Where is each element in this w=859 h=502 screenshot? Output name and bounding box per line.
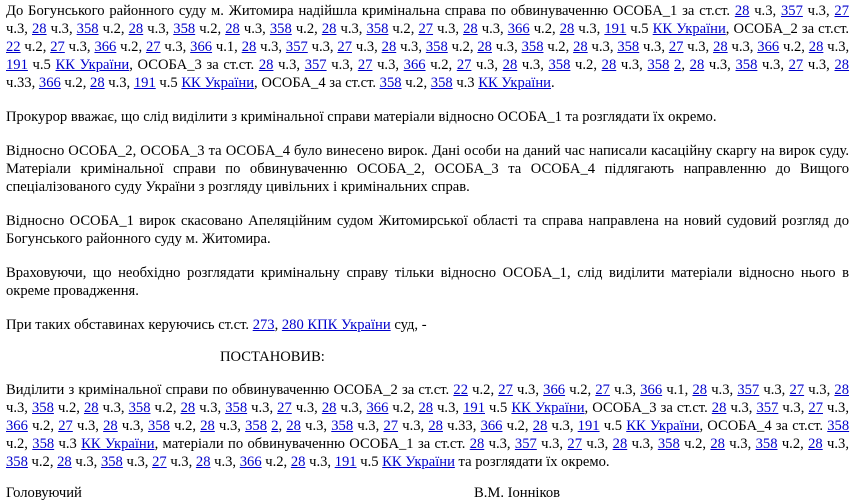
law-reference-link[interactable]: 27 (357, 57, 373, 73)
law-reference-link[interactable]: 191 (334, 454, 357, 470)
law-reference-link[interactable]: 28 (241, 39, 257, 55)
law-reference-link[interactable]: 191 (604, 21, 627, 37)
paragraph-considering: Враховуючи, що необхідно розглядати кримінальну справу тільки відносно ОСОБА_1, слід виділити матеріали відносно нього в окреме провадження. (6, 265, 849, 299)
law-reference-link[interactable]: 28 (808, 39, 824, 55)
law-reference-link[interactable]: 27 (152, 454, 167, 470)
law-reference-link[interactable]: 357 (285, 39, 308, 55)
law-reference-link[interactable]: 28 (128, 21, 144, 37)
law-reference-link[interactable]: 28 (834, 382, 849, 398)
law-reference-link[interactable]: 366 (366, 400, 389, 416)
law-reference-link[interactable]: 358 (148, 418, 170, 434)
law-reference-link[interactable]: 358 (755, 436, 778, 452)
law-reference-link[interactable]: 358 (647, 57, 670, 73)
law-reference-link[interactable]: 28 (601, 57, 617, 73)
law-reference-link[interactable]: 358 (76, 21, 99, 37)
law-reference-link[interactable]: 280 КПК України (281, 317, 391, 333)
law-reference-link[interactable]: 366 (403, 57, 426, 73)
law-reference-link[interactable]: 28 (57, 454, 72, 470)
law-reference-link[interactable]: 358 (331, 418, 354, 434)
law-reference-link[interactable]: 357 (514, 436, 537, 452)
law-reference-link[interactable]: 27 (498, 382, 513, 398)
law-reference-link[interactable]: 358 (430, 75, 453, 91)
law-reference-link[interactable]: 358 (366, 21, 389, 37)
law-reference-link[interactable]: 28 (32, 21, 47, 37)
law-reference-link[interactable]: 358 (425, 39, 448, 55)
law-reference-link[interactable]: 27 (50, 39, 65, 55)
resolution-heading: ПОСТАНОВИВ: (220, 349, 325, 365)
law-reference-link[interactable]: 2 (674, 57, 682, 73)
law-reference-link[interactable]: 28 (225, 21, 240, 37)
law-reference-link[interactable]: 28 (734, 3, 750, 19)
law-reference-link[interactable]: КК України (652, 21, 726, 37)
law-reference-link[interactable]: 358 (617, 39, 640, 55)
law-reference-link[interactable]: 22 (6, 39, 21, 55)
paragraph-verdict: Відносно ОСОБА_2, ОСОБА_3 та ОСОБА_4 було винесено вирок. Дані особи на даний час написали касаційну скаргу на вирок суду. Матеріали кримінальної справи по обвинуваченню ОСОБА_2, ОСОБА_3 та ОСОБА_4 підлягають направленню до Вищого спеціалізованого суду України з розгляду цивільних і кримінальних справ. (6, 143, 849, 195)
law-reference-link[interactable]: 358 (269, 21, 292, 37)
law-reference-link[interactable]: 28 (200, 418, 215, 434)
law-reference-link[interactable]: 27 (808, 400, 823, 416)
law-reference-link[interactable]: 366 (239, 454, 262, 470)
law-reference-link[interactable]: 28 (532, 418, 548, 434)
law-reference-link[interactable]: 28 (692, 382, 708, 398)
law-reference-link[interactable]: 27 (834, 3, 850, 19)
law-reference-link[interactable]: 358 (735, 57, 758, 73)
law-reference-link[interactable]: КК України (511, 400, 585, 416)
law-reference-link[interactable]: 28 (180, 400, 196, 416)
signature-role: Головуючий (6, 485, 82, 501)
law-reference-link[interactable]: 27 (337, 39, 353, 55)
law-reference-link[interactable]: 358 (548, 57, 571, 73)
law-reference-link[interactable]: 27 (383, 418, 399, 434)
law-reference-link[interactable]: 27 (567, 436, 583, 452)
law-reference-link[interactable]: 28 (463, 21, 478, 37)
law-reference-link[interactable]: 357 (304, 57, 327, 73)
paragraph-intro: До Богунського районного суду м. Житомира надійшла кримінальна справа по обвинуваченню ОСОБА_1 за ст.ст. 28 ч.3, 357 ч.3, 27 ч.3, 28 ч.3, 358 ч.2, 28 ч.3, 358 ч.2, 28 ч.3, 358 ч.2, 28 ч.3, 358 ч.2, 27 ч.3, 28 ч.3, 366 ч.2, 28 ч.3, 191 ч.5 КК України, ОСОБА_2 за ст.ст. 22 ч.2, 27 ч.3, 366 ч.2, 27 ч.3, 366 ч.1, 28 ч.3, 357 ч.3, 27 ч.3, 28 ч.3, 358 ч.2, 28 ч.3, 358 ч.2, 28 ч.3, 358 ч.3, 27 ч.3, 28 ч.3, 366 ч.2, 28 ч.3, 191 ч.5 КК України, ОСОБА_3 за ст.ст. 28 ч.3, 357 ч.3, 27 ч.3, 366 ч.2, 27 ч.3, 28 ч.3, 358 ч.2, 28 ч.3, 358 2, 28 ч.3, 358 ч.3, 27 ч.3, 28 ч.33, 366 ч.2, 28 ч.3, 191 ч.5 КК України, ОСОБА_4 за ст.ст. 358 ч.2, 358 ч.3 КК України. (6, 3, 850, 91)
law-reference-link[interactable]: 28 (573, 39, 588, 55)
paragraph-grounds: При таких обставинах керуючись ст.ст. 273, 280 КПК України суд, - (6, 317, 427, 333)
law-reference-link[interactable]: 358 (173, 21, 196, 37)
law-reference-link[interactable]: 191 (133, 75, 156, 91)
law-reference-link[interactable]: 366 (6, 418, 28, 434)
law-reference-link[interactable]: 27 (788, 57, 804, 73)
law-reference-link[interactable]: 28 (711, 400, 727, 416)
law-reference-link[interactable]: 366 (94, 39, 117, 55)
law-reference-link[interactable]: 27 (418, 21, 434, 37)
law-reference-link[interactable]: 358 (379, 75, 402, 91)
law-reference-link[interactable]: 191 (6, 57, 28, 73)
law-reference-link[interactable]: 28 (559, 21, 575, 37)
law-reference-link[interactable]: 28 (195, 454, 211, 470)
law-reference-link[interactable]: 366 (190, 39, 213, 55)
paragraph-appeal: Відносно ОСОБА_1 вирок скасовано Апеляційним судом Житомирської області та справа направлена на новий судовий розгляд до Богунського районного суду м. Житомира. (6, 213, 849, 247)
law-reference-link[interactable]: КК України (382, 454, 455, 470)
law-reference-link[interactable]: КК України (55, 57, 130, 73)
law-reference-link[interactable]: 358 (827, 418, 850, 434)
law-reference-link[interactable]: 28 (612, 436, 628, 452)
law-reference-link[interactable]: 28 (428, 418, 443, 434)
law-reference-link[interactable]: 28 (477, 39, 492, 55)
paragraph-prosecutor: Прокурор вважає, що слід виділити з кримінальної справи матеріали відносно ОСОБА_1 та розглядати їх окремо. (6, 109, 717, 125)
law-reference-link[interactable]: КК України (181, 75, 255, 91)
law-reference-link[interactable]: 27 (789, 382, 805, 398)
law-reference-link[interactable]: 28 (713, 39, 728, 55)
law-reference-link[interactable]: 358 (657, 436, 680, 452)
law-reference-link[interactable]: 358 (128, 400, 151, 416)
signature-block (6, 484, 849, 502)
law-reference-link[interactable]: 357 (780, 3, 803, 19)
law-reference-link[interactable]: 273 (252, 317, 275, 333)
law-reference-link[interactable]: 366 (480, 418, 503, 434)
law-reference-link[interactable]: 27 (595, 382, 610, 398)
law-reference-link[interactable]: 366 (757, 39, 780, 55)
law-reference-link[interactable]: 366 (38, 75, 61, 91)
law-reference-link[interactable]: 2 (271, 418, 279, 434)
law-reference-link[interactable]: 358 (521, 39, 544, 55)
law-reference-link[interactable]: 22 (453, 382, 468, 398)
law-reference-link[interactable]: 358 (32, 400, 54, 416)
law-reference-link[interactable]: КК України (478, 75, 551, 91)
law-reference-link[interactable]: КК України (626, 418, 700, 434)
law-reference-link[interactable]: 358 (225, 400, 248, 416)
law-reference-link[interactable]: 28 (381, 39, 397, 55)
law-reference-link[interactable]: 27 (456, 57, 472, 73)
law-reference-link[interactable]: 366 (543, 382, 566, 398)
law-reference-link[interactable]: 366 (507, 21, 530, 37)
law-reference-link[interactable]: 28 (286, 418, 301, 434)
paragraph-resolution: Виділити з кримінальної справи по обвинуваченню ОСОБА_2 за ст.ст. 22 ч.2, 27 ч.3, 366 ч.2, 27 ч.3, 366 ч.1, 28 ч.3, 357 ч.3, 27 ч.3, 28 ч.3, 358 ч.2, 28 ч.3, 358 ч.2, 28 ч.3, 358 ч.3, 27 ч.3, 28 ч.3, 366 ч.2, 28 ч.3, 191 ч.5 КК України, ОСОБА_3 за ст.ст. 28 ч.3, 357 ч.3, 27 ч.3, 366 ч.2, 27 ч.3, 28 ч.3, 358 ч.2, 28 ч.3, 358 2, 28 ч.3, 358 ч.3, 27 ч.3, 28 ч.33, 366 ч.2, 28 ч.3, 191 ч.5 КК України, ОСОБА_4 за ст.ст. 358 ч.2, 358 ч.3 КК України, матеріали по обвинуваченню ОСОБА_1 за ст.ст. 28 ч.3, 357 ч.3, 27 ч.3, 28 ч.3, 358 ч.2, 28 ч.3, 358 ч.2, 28 ч.3, 358 ч.2, 28 ч.3, 358 ч.3, 27 ч.3, 28 ч.3, 366 ч.2, 28 ч.3, 191 ч.5 КК України та розглядати їх окремо. (6, 382, 850, 470)
law-reference-link[interactable]: 27 (668, 39, 684, 55)
law-reference-link[interactable]: 28 (710, 436, 725, 452)
law-reference-link[interactable]: 358 (100, 454, 123, 470)
law-reference-link[interactable]: 28 (502, 57, 518, 73)
law-reference-link[interactable]: 366 (640, 382, 663, 398)
law-reference-link[interactable]: 27 (277, 400, 292, 416)
law-reference-link[interactable]: 357 (756, 400, 779, 416)
law-reference-link[interactable]: 28 (258, 57, 274, 73)
law-reference-link[interactable]: 358 (245, 418, 268, 434)
law-reference-link[interactable]: 28 (90, 75, 105, 91)
law-reference-link[interactable]: 27 (58, 418, 73, 434)
law-reference-link[interactable]: 358 (32, 436, 55, 452)
signature-name: В.М. Іонніков (474, 485, 561, 501)
law-reference-link[interactable]: 28 (83, 400, 99, 416)
law-reference-link[interactable]: 28 (689, 57, 705, 73)
law-reference-link[interactable]: 191 (463, 400, 485, 416)
law-reference-link[interactable]: КК України (81, 436, 155, 452)
law-reference-link[interactable]: 28 (321, 400, 337, 416)
law-reference-link[interactable]: 28 (808, 436, 823, 452)
law-reference-link[interactable]: 357 (737, 382, 760, 398)
law-reference-link[interactable]: 358 (6, 454, 28, 470)
law-reference-link[interactable]: 191 (577, 418, 600, 434)
law-reference-link[interactable]: 28 (834, 57, 850, 73)
law-reference-link[interactable]: 28 (418, 400, 434, 416)
law-reference-link[interactable]: 28 (321, 21, 337, 37)
law-reference-link[interactable]: 28 (103, 418, 118, 434)
law-reference-link[interactable]: 28 (290, 454, 306, 470)
law-reference-link[interactable]: 28 (469, 436, 485, 452)
law-reference-link[interactable]: 27 (145, 39, 161, 55)
